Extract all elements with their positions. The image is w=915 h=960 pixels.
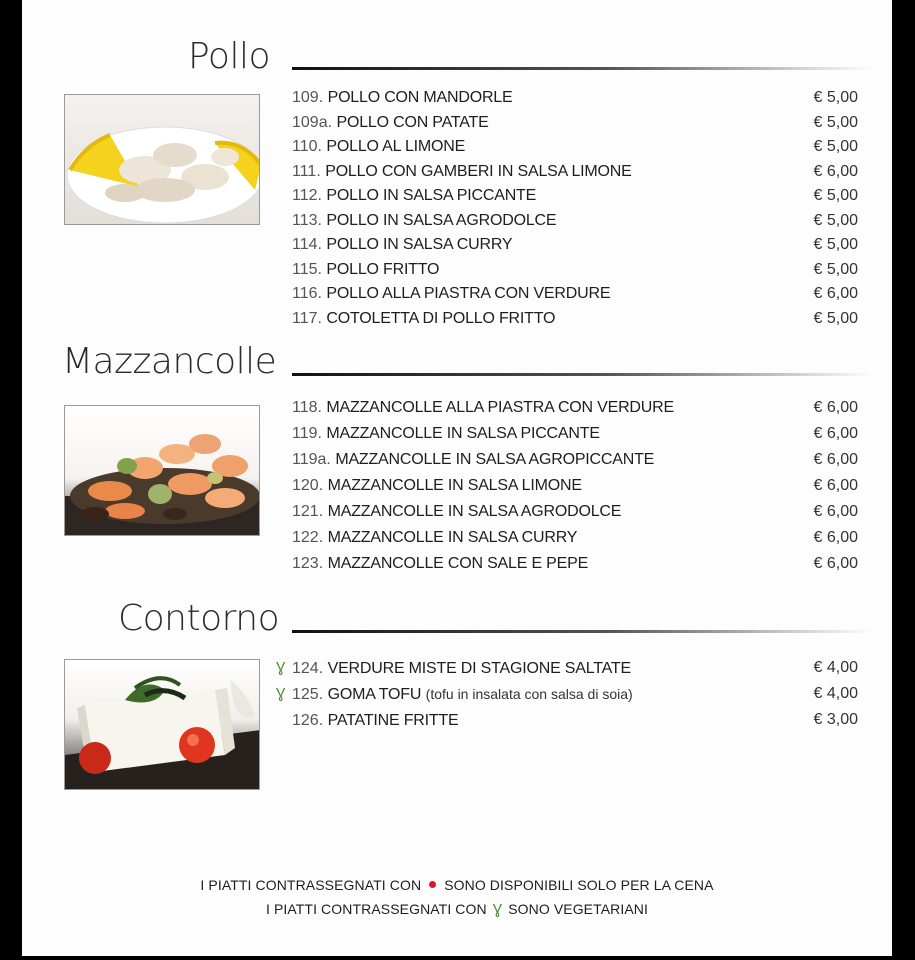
menu-item <box>292 233 858 258</box>
item-number: 115. <box>292 260 322 278</box>
item-price: € 6,00 <box>813 285 858 302</box>
item-price: € 6,00 <box>813 503 858 520</box>
item-number: 109. <box>292 89 324 106</box>
item-number: 111. <box>292 162 321 180</box>
item-number: 109a. <box>292 113 333 131</box>
item-price: € 4,00 <box>813 659 858 676</box>
vegetarian-icon: Ɣ <box>276 659 286 676</box>
item-price: € 6,00 <box>813 477 858 494</box>
item-price: € 3,00 <box>813 711 858 728</box>
menu-item <box>292 86 858 111</box>
item-number: 118. <box>292 399 322 416</box>
item-price: € 6,00 <box>813 555 858 572</box>
item-name: POLLO CON GAMBERI IN SALSA LIMONE <box>325 162 632 180</box>
item-name: PATATINE FRITTE <box>327 712 459 729</box>
item-name: COTOLETTA DI POLLO FRITTO <box>326 309 556 327</box>
item-name: MAZZANCOLLE IN SALSA CURRY <box>327 529 578 546</box>
footer-text: SONO DISPONIBILI SOLO PER LA CENA <box>444 877 714 893</box>
menu-page <box>22 0 892 956</box>
item-number: 112. <box>292 187 322 204</box>
item-number: 119. <box>292 425 322 442</box>
item-name: MAZZANCOLLE IN SALSA AGROPICCANTE <box>335 451 655 468</box>
chicken-lemon-image <box>65 95 260 225</box>
item-name: VERDURE MISTE DI STAGIONE SALTATE <box>327 660 631 677</box>
item-price: € 5,00 <box>813 138 858 155</box>
item-description: (tofu in insalata con salsa di soia) <box>425 686 633 702</box>
item-price: € 5,00 <box>813 236 858 253</box>
item-number: 124. <box>292 660 324 677</box>
menu-item <box>292 708 858 734</box>
section-title-pollo: Pollo <box>188 36 270 77</box>
item-price: € 5,00 <box>813 113 858 131</box>
item-name: GOMA TOFU <box>327 686 422 703</box>
section-divider-contorno <box>292 630 872 633</box>
menu-item <box>292 474 858 500</box>
item-name: POLLO IN SALSA PICCANTE <box>326 187 537 204</box>
menu-item <box>292 307 858 332</box>
footer-text: I PIATTI CONTRASSEGNATI CON <box>200 877 422 893</box>
menu-item <box>292 282 858 307</box>
footer-text: SONO VEGETARIANI <box>508 901 649 917</box>
vegetarian-icon: Ɣ <box>276 685 286 702</box>
item-price: € 5,00 <box>813 89 858 106</box>
menu-item <box>276 656 858 682</box>
menu-item <box>292 526 858 552</box>
section-divider-pollo <box>292 67 872 70</box>
item-price: € 6,00 <box>813 451 858 468</box>
menu-item <box>292 209 858 234</box>
contorno-item-list <box>276 656 858 734</box>
item-number: 120. <box>292 477 324 494</box>
item-name: POLLO FRITTO <box>326 260 440 278</box>
section-divider-mazzancolle <box>292 373 872 376</box>
item-number: 117. <box>292 309 322 327</box>
menu-item <box>276 682 858 708</box>
item-name: MAZZANCOLLE CON SALE E PEPE <box>327 555 589 572</box>
item-price: € 6,00 <box>813 425 858 442</box>
shrimp-vegetables-image <box>65 406 260 536</box>
item-name: POLLO CON MANDORLE <box>327 89 513 106</box>
item-number: 113. <box>292 211 322 229</box>
item-number: 122. <box>292 529 324 546</box>
item-number: 119a. <box>292 451 331 468</box>
item-number: 114. <box>292 236 322 253</box>
item-price: € 6,00 <box>813 162 858 180</box>
footer-legend-dinner <box>22 877 892 893</box>
menu-item <box>292 552 858 578</box>
item-number: 116. <box>292 285 322 302</box>
mazzancolle-item-list <box>292 396 858 578</box>
item-name: POLLO IN SALSA AGRODOLCE <box>326 211 557 229</box>
item-price: € 5,00 <box>813 211 858 229</box>
menu-item <box>292 448 858 474</box>
item-name: POLLO IN SALSA CURRY <box>326 236 513 253</box>
menu-item <box>292 111 858 136</box>
menu-item <box>292 160 858 185</box>
item-price: € 5,00 <box>813 187 858 204</box>
item-price: € 4,00 <box>813 685 858 702</box>
contorno-dish-photo <box>64 659 260 790</box>
item-name: POLLO AL LIMONE <box>326 138 466 155</box>
item-price: € 5,00 <box>813 309 858 327</box>
item-name: MAZZANCOLLE IN SALSA AGRODOLCE <box>327 503 622 520</box>
item-name: MAZZANCOLLE IN SALSA PICCANTE <box>326 425 600 442</box>
item-name: MAZZANCOLLE IN SALSA LIMONE <box>327 477 582 494</box>
menu-item <box>292 184 858 209</box>
footer-text: I PIATTI CONTRASSEGNATI CON <box>265 901 487 917</box>
item-price: € 6,00 <box>813 399 858 416</box>
item-name: POLLO CON PATATE <box>336 113 489 131</box>
menu-item <box>292 500 858 526</box>
section-title-contorno: Contorno <box>118 598 280 639</box>
item-number: 123. <box>292 555 324 572</box>
pollo-dish-photo <box>64 94 260 225</box>
item-number: 110. <box>292 138 322 155</box>
item-number: 121. <box>292 503 324 520</box>
section-title-mazzancolle: Mazzancolle <box>62 341 277 382</box>
pollo-item-list <box>292 86 858 331</box>
red-dot-icon <box>429 881 436 888</box>
item-number: 126. <box>292 712 324 729</box>
item-name: MAZZANCOLLE ALLA PIASTRA CON VERDURE <box>326 399 674 416</box>
menu-item <box>292 135 858 160</box>
menu-item <box>292 396 858 422</box>
mazzancolle-dish-photo <box>64 405 260 536</box>
footer-legend-vegetarian <box>22 901 892 918</box>
vegetarian-icon: Ɣ <box>492 901 503 918</box>
item-price: € 5,00 <box>813 260 858 278</box>
tofu-salad-image <box>65 660 260 790</box>
item-price: € 6,00 <box>813 529 858 546</box>
item-number: 125. <box>292 686 324 703</box>
item-name: POLLO ALLA PIASTRA CON VERDURE <box>326 285 611 302</box>
menu-item <box>292 258 858 283</box>
menu-item <box>292 422 858 448</box>
